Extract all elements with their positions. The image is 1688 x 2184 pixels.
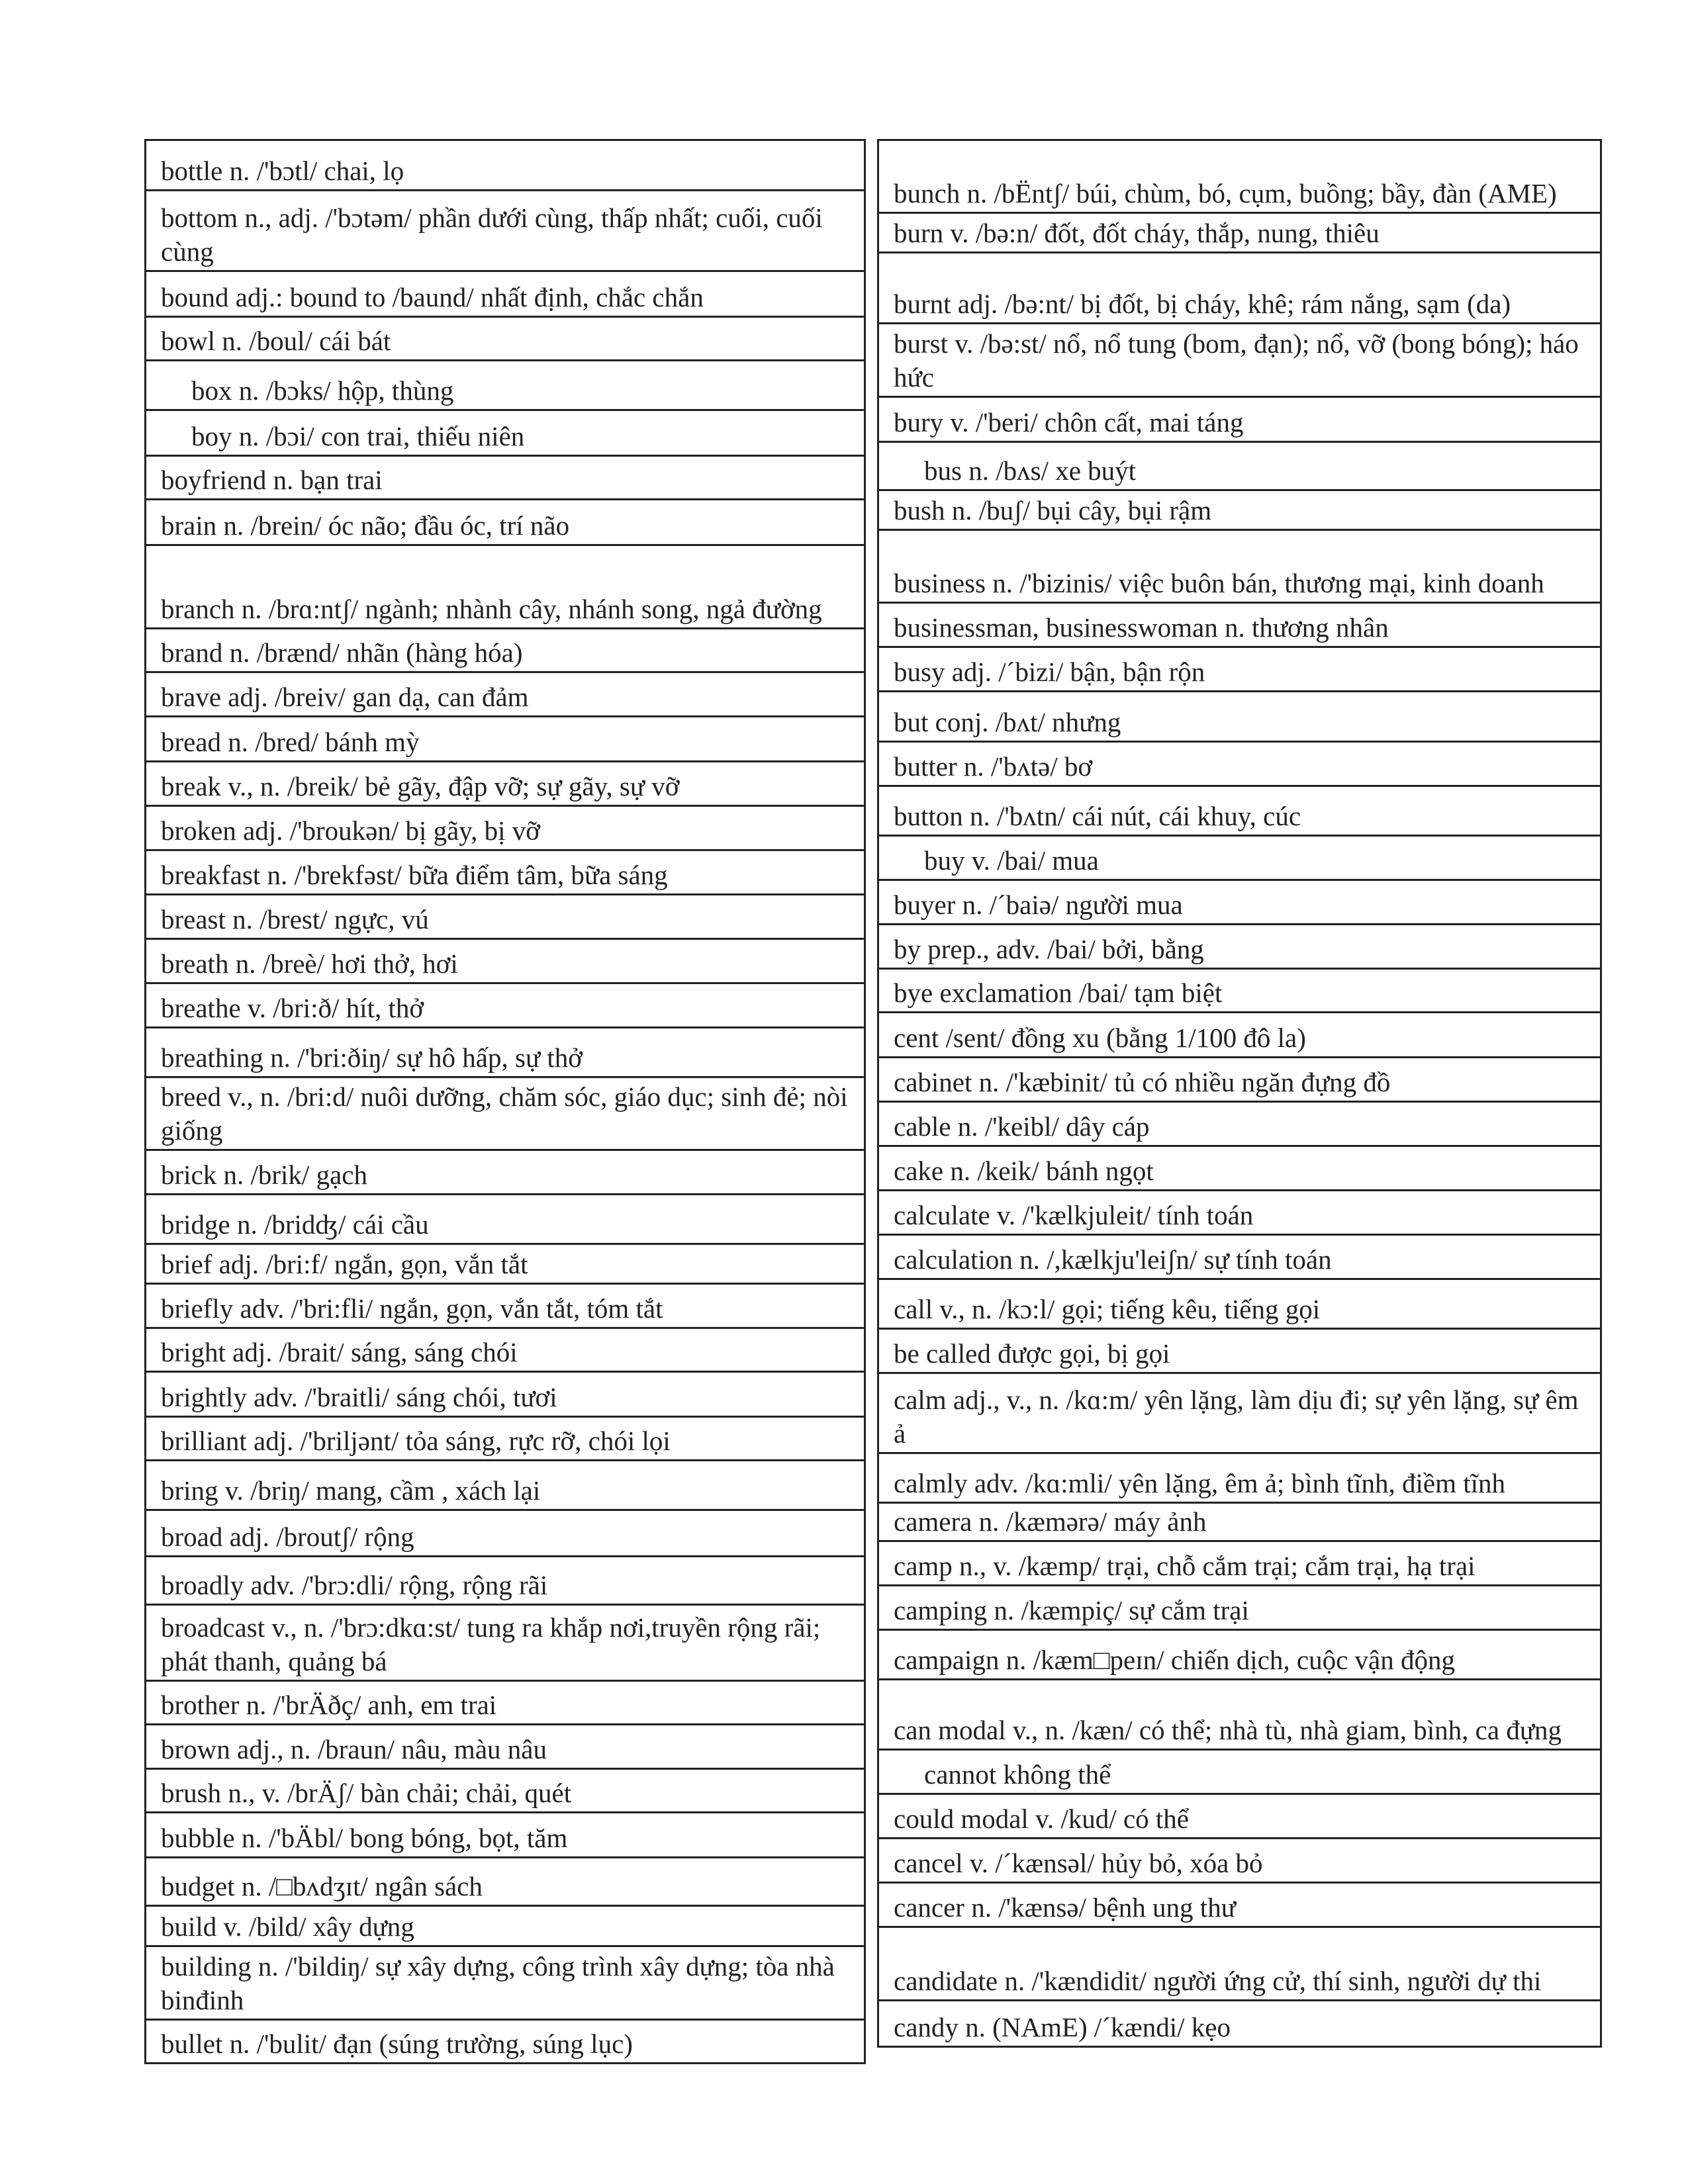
vocab-entry-text: be called được gọi, bị gọi [894, 1338, 1170, 1369]
vocab-entry-row [146, 318, 864, 361]
vocab-entry-text: bottom n., adj. /'bɔtəm/ phần dưới cùng, thấp nhất; cuối, cuối cùng [161, 203, 823, 267]
vocab-entry-row [146, 1285, 864, 1329]
vocab-entry-text: businessman, businesswoman n. thương nhân [894, 612, 1389, 643]
vocab-entry-text: cake n. /keik/ bánh ngọt [894, 1156, 1154, 1186]
vocab-entry-text: candy n. (NAmE) /´kændi/ kẹo [894, 2012, 1231, 2042]
vocab-entry-text: breakfast n. /'brekfəst/ bữa điểm tâm, bữa sáng [161, 860, 668, 890]
vocab-entry-text: campaign n. /kæm□peɪn/ chiến dịch, cuộc vận động [894, 1645, 1455, 1675]
vocab-entry-row [146, 2021, 864, 2062]
vocab-entry-text: brave adj. /breiv/ gan dạ, can đảm [161, 682, 529, 712]
vocab-entry-text: calculation n. /,kælkju'leiʃn/ sự tính toán [894, 1244, 1332, 1275]
vocab-entry-row [879, 1884, 1600, 1928]
vocab-entry-row [146, 1606, 864, 1682]
vocab-entry-row [146, 1907, 864, 1947]
vocab-entry-text: call v., n. /kɔ:l/ gọi; tiếng kêu, tiếng gọi [894, 1294, 1321, 1324]
vocab-entry-text: brain n. /brein/ óc não; đầu óc, trí não [161, 510, 570, 541]
vocab-entry-text: butter n. /'bʌtə/ bơ [894, 751, 1093, 782]
vocab-entry-text: cent /sent/ đồng xu (bằng 1/100 đô la) [894, 1023, 1306, 1053]
vocab-entry-row [146, 1028, 864, 1078]
vocab-entry-text: calm adj., v., n. /kɑ:m/ yên lặng, làm dịu đi; sự yên lặng, sự êm ả [894, 1385, 1579, 1449]
vocab-entry-row [146, 500, 864, 546]
vocab-entry-text: brick n. /brik/ gạch [161, 1160, 367, 1190]
vocab-entry-text: by prep., adv. /bai/ bởi, bằng [894, 934, 1204, 964]
vocab-entry-text: calmly adv. /kɑ:mli/ yên lặng, êm ả; bình tĩnh, điềm tĩnh [894, 1468, 1506, 1498]
vocab-entry-row [146, 1078, 864, 1151]
vocab-entry-text: bright adj. /brait/ sáng, sáng chói [161, 1337, 518, 1367]
vocab-entry-row [879, 1147, 1600, 1191]
vocab-entry-text: camera n. /kæmərə/ máy ảnh [894, 1506, 1207, 1537]
vocab-entry-row [879, 1374, 1600, 1454]
vocab-entry-row [879, 1839, 1600, 1884]
vocab-entry-row [879, 1680, 1600, 1751]
vocab-entry-text: breathe v. /bri:ð/ hít, thở [161, 993, 424, 1023]
vocab-entry-text: bury v. /'beri/ chôn cất, mai táng [894, 407, 1244, 437]
vocab-entry-text: business n. /'bizinis/ việc buôn bán, thương mại, kinh doanh [894, 568, 1544, 598]
vocab-entry-text: bush n. /buʃ/ bụi cây, bụi rậm [894, 495, 1212, 525]
vocab-entry-row [879, 1280, 1600, 1330]
vocab-entry-row [879, 1013, 1600, 1058]
vocab-entry-text: breathing n. /'bri:ðiŋ/ sự hô hấp, sự thở [161, 1042, 583, 1073]
vocab-entry-row [146, 984, 864, 1028]
vocab-entry-text: buy v. /bai/ mua [924, 845, 1099, 876]
vocab-entry-row [879, 1542, 1600, 1586]
vocab-entry-row [879, 1504, 1600, 1542]
vocab-entry-text: bullet n. /'bulit/ đạn (súng trường, súng lục) [161, 2028, 633, 2059]
vocab-entry-row [146, 1770, 864, 1813]
vocab-entry-row [146, 895, 864, 940]
vocab-entry-row [146, 457, 864, 500]
vocab-entry-text: briefly adv. /'bri:fli/ ngắn, gọn, vắn tắt, tóm tắt [161, 1293, 663, 1324]
vocab-entry-row [146, 361, 864, 411]
vocab-entry-text: burst v. /bə:st/ nổ, nổ tung (bom, đạn); nổ, vỡ (bong bóng); háo hức [894, 328, 1579, 392]
vocab-entry-row [146, 546, 864, 629]
vocab-entry-text: breath n. /breè/ hơi thở, hơi [161, 948, 458, 979]
vocab-entry-text: breed v., n. /bri:d/ nuôi dưỡng, chăm sóc, giáo dục; sinh đẻ; nòi giống [161, 1081, 848, 1146]
vocab-entry-row [879, 1330, 1600, 1374]
vocab-entry-row [879, 324, 1600, 398]
vocab-entry-row [879, 692, 1600, 743]
vocab-entry-row [146, 1557, 864, 1606]
vocab-entry-row [879, 881, 1600, 925]
vocab-entry-text: calculate v. /'kælkjuleit/ tính toán [894, 1200, 1254, 1230]
vocab-entry-row [879, 970, 1600, 1013]
vocab-entry-row [146, 673, 864, 717]
vocab-entry-text: bowl n. /boul/ cái bát [161, 326, 391, 356]
vocab-entry-text: candidate n. /'kændidit/ người ứng cử, thí sinh, người dự thi [894, 1966, 1542, 1996]
vocab-entry-text: brother n. /'brÄðç/ anh, em trai [161, 1690, 497, 1720]
vocab-entry-text: branch n. /brɑ:ntʃ/ ngành; nhành cây, nhánh song, ngả đường [161, 594, 822, 624]
vocab-entry-row [146, 1461, 864, 1511]
vocab-entry-row [146, 1373, 864, 1418]
vocab-entry-text: can modal v., n. /kæn/ có thể; nhà tù, nhà giam, bình, ca đựng [894, 1715, 1562, 1745]
vocab-entry-text: bye exclamation /bai/ tạm biệt [894, 978, 1223, 1008]
vocab-entry-row [146, 1151, 864, 1195]
vocab-entry-text: build v. /bild/ xây dựng [161, 1911, 414, 1942]
vocab-entry-row [146, 629, 864, 673]
vocab-entry-text: burnt adj. /bə:nt/ bị đốt, bị cháy, khê; rám nắng, sạm (da) [894, 289, 1511, 319]
vocab-column-left [144, 139, 866, 2064]
vocab-entry-text: bridge n. /bridʤ/ cái cầu [161, 1209, 429, 1240]
vocab-entry-row [879, 787, 1600, 837]
vocab-entry-row [146, 1245, 864, 1285]
vocab-entry-row [879, 2001, 1600, 2046]
vocab-entry-text: bread n. /bred/ bánh mỳ [161, 727, 420, 757]
vocab-entry-text: boy n. /bɔi/ con trai, thiếu niên [191, 421, 525, 451]
vocab-entry-text: breast n. /brest/ ngực, vú [161, 904, 429, 934]
vocab-entry-text: button n. /'bʌtn/ cái nút, cái khuy, cúc [894, 801, 1301, 831]
vocab-entry-text: broad adj. /broutʃ/ rộng [161, 1522, 414, 1552]
vocab-entry-row [146, 940, 864, 984]
vocab-entry-text: building n. /'bildiŋ/ sự xây dựng, công trình xây dựng; tòa nhà binđinh [161, 1951, 835, 2015]
vocab-entry-row [146, 1418, 864, 1461]
vocab-entry-row [879, 253, 1600, 324]
vocab-entry-text: cabinet n. /'kæbinit/ tủ có nhiều ngăn đựng đồ [894, 1067, 1391, 1097]
vocab-entry-text: cancel v. /´kænsəl/ hủy bỏ, xóa bỏ [894, 1848, 1263, 1878]
vocab-entry-text: cancer n. /'kænsə/ bệnh ung thư [894, 1892, 1236, 1923]
vocab-entry-row [146, 807, 864, 851]
vocab-entry-text: could modal v. /kud/ có thể [894, 1803, 1189, 1834]
vocab-entry-text: broken adj. /'broukən/ bị gãy, bị vỡ [161, 815, 540, 846]
vocab-entry-row [879, 1236, 1600, 1280]
vocab-entry-row [146, 1947, 864, 2021]
vocab-entry-row [879, 1058, 1600, 1103]
vocab-column-right [877, 139, 1602, 2048]
vocab-entry-text: brilliant adj. /'briljənt/ tỏa sáng, rực rỡ, chói lọi [161, 1426, 671, 1456]
vocab-entry-text: break v., n. /breik/ bẻ gãy, đập vỡ; sự gãy, sự vỡ [161, 771, 680, 801]
vocab-entry-text: cable n. /'keibl/ dây cáp [894, 1111, 1150, 1142]
vocab-entry-row [146, 851, 864, 895]
vocab-entry-row [146, 1813, 864, 1858]
vocab-entry-row [879, 398, 1600, 443]
vocab-entry-text: broadcast v., n. /'brɔ:dkɑ:st/ tung ra khắp nơi,truyền rộng rãi; phát thanh, quảng bá [161, 1612, 821, 1676]
vocab-entry-row [879, 837, 1600, 881]
vocab-entry-row [879, 1191, 1600, 1236]
vocab-entry-row [146, 272, 864, 318]
vocab-entry-text: cannot không thể [924, 1759, 1111, 1790]
vocab-entry-text: brush n., v. /brÄʃ/ bàn chải; chải, quét [161, 1778, 572, 1808]
vocab-entry-text: bus n. /bʌs/ xe buýt [924, 455, 1137, 486]
vocab-entry-row [146, 762, 864, 807]
vocab-entry-row [879, 1928, 1600, 2001]
vocab-entry-row [146, 1725, 864, 1770]
vocab-entry-text: camp n., v. /kæmp/ trại, chỗ cắm trại; cắm trại, hạ trại [894, 1551, 1476, 1581]
vocab-entry-text: camping n. /kæmpiç/ sự cắm trại [894, 1595, 1249, 1625]
vocab-entry-row [146, 411, 864, 457]
vocab-entry-row [879, 925, 1600, 970]
vocab-entry-text: buyer n. /´baiə/ người mua [894, 889, 1183, 920]
vocab-entry-row [879, 531, 1600, 604]
vocab-entry-row [879, 443, 1600, 491]
vocab-entry-row [146, 1682, 864, 1725]
vocab-entry-text: burn v. /bə:n/ đốt, đốt cháy, thắp, nung, thiêu [894, 218, 1380, 248]
vocab-entry-text: brown adj., n. /braun/ nâu, màu nâu [161, 1734, 547, 1764]
vocab-entry-text: budget n. /□bʌdʒɪt/ ngân sách [161, 1871, 483, 1901]
vocab-entry-row [879, 1751, 1600, 1795]
vocab-entry-row [146, 717, 864, 762]
vocab-entry-row [146, 1195, 864, 1245]
vocab-entry-text: busy adj. /´bizi/ bận, bận rộn [894, 657, 1205, 687]
vocab-entry-text: box n. /bɔks/ hộp, thùng [191, 375, 454, 406]
vocab-entry-text: bubble n. /'bÄbl/ bong bóng, bọt, tăm [161, 1823, 568, 1853]
vocab-entry-text: brief adj. /bri:f/ ngắn, gọn, vắn tắt [161, 1249, 528, 1279]
vocab-entry-text: bound adj.: bound to /baund/ nhất định, chắc chắn [161, 282, 704, 312]
vocab-entry-row [879, 1631, 1600, 1680]
vocab-entry-row [879, 1795, 1600, 1839]
vocab-entry-row [879, 604, 1600, 648]
vocab-entry-row [879, 1103, 1600, 1147]
vocab-entry-row [879, 214, 1600, 253]
vocab-entry-row [146, 1329, 864, 1373]
vocab-entry-text: broadly adv. /'brɔ:dli/ rộng, rộng rãi [161, 1570, 548, 1600]
vocab-entry-row [146, 191, 864, 272]
vocab-entry-row [879, 1586, 1600, 1631]
vocab-entry-text: bunch n. /bËntʃ/ búi, chùm, bó, cụm, buồng; bầy, đàn (AME) [894, 178, 1557, 208]
vocab-entry-text: but conj. /bʌt/ nhưng [894, 707, 1121, 737]
vocab-entry-text: brightly adv. /'braitli/ sáng chói, tươi [161, 1382, 557, 1412]
vocab-entry-row [879, 491, 1600, 531]
vocab-entry-text: bottle n. /'bɔtl/ chai, lọ [161, 156, 404, 186]
vocab-entry-row [879, 141, 1600, 214]
vocab-entry-row [146, 141, 864, 191]
vocab-entry-row [879, 1454, 1600, 1504]
vocab-entry-row [146, 1511, 864, 1557]
vocab-entry-row [879, 743, 1600, 787]
vocab-entry-text: bring v. /briŋ/ mang, cầm , xách lại [161, 1475, 541, 1506]
vocab-entry-text: brand n. /brænd/ nhãn (hàng hóa) [161, 637, 523, 668]
vocab-entry-row [879, 648, 1600, 692]
vocab-entry-row [146, 1858, 864, 1907]
vocab-entry-text: boyfriend n. bạn trai [161, 465, 383, 495]
